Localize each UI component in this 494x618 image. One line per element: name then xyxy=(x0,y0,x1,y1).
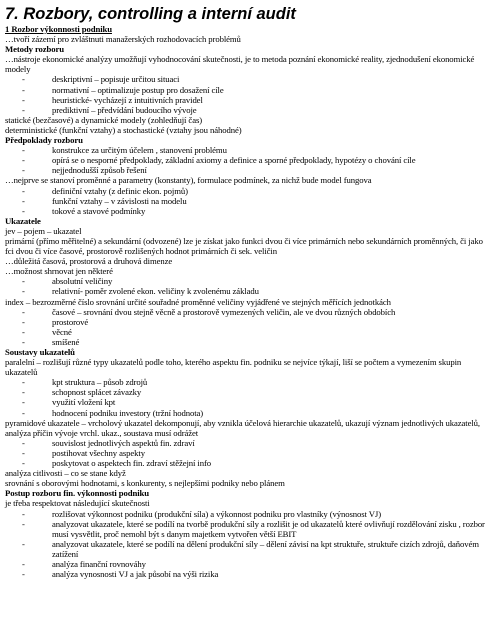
section-heading: Soustavy ukazatelů xyxy=(5,347,75,357)
bullet-item xyxy=(5,286,490,296)
bullet-text: smíšené xyxy=(52,336,80,347)
paragraph-line: …nejprve se stanoví proměnné a parametry (konstanty), formulace podmínek, za nichž bude model fungova xyxy=(5,175,372,186)
bullet-text: analýza vynosnosti VJ a jak působí na výši rizika xyxy=(52,569,219,580)
bullet-dash: - xyxy=(22,84,25,95)
bullet-text: analyzovat ukazatele, které se podílí na tvorbě produkční síly a rozlišit je od ukazatelů které ovlivňují rozdělování zisku , rozbor musí vysvětlit, proč nemohl být s danym majetkem vytvořen větší EBIT xyxy=(52,518,485,539)
bullet-dash: - xyxy=(22,447,25,458)
bullet-text: rozlišovat výkonnost podniku (produkční síla) a výkonnost podniku pro vlastníky (výnosnost VJ) xyxy=(52,508,381,519)
bullet-text: deskriptivní – popisuje určitou situaci xyxy=(52,74,180,85)
bullet-dash: - xyxy=(22,458,25,469)
paragraph-line: …důležitá časová, prostorová a druhová dimenze xyxy=(5,256,173,267)
bullet-dash: - xyxy=(22,558,25,569)
bullet-text: časové – srovnání dvou stejně věcně a prostorově vymezených veličin, ale ve dvou různých obdobích xyxy=(52,306,396,317)
paragraph-line: deterministické (funkční vztahy) a stochastické (vztahy jsou náhodné) xyxy=(5,124,242,135)
bullet-item xyxy=(5,438,490,448)
bullet-item xyxy=(5,448,490,458)
bullet-text: postihovat všechny aspekty xyxy=(52,447,145,458)
bullet-item xyxy=(5,337,490,347)
bullet-text: analyzovat ukazatele, které se podílí na dělení produkční síly – dělení závisí na kpt struktuře, struktuře cizích zdrojů, daňovém zatížení xyxy=(52,538,479,559)
bullet-item xyxy=(5,387,490,397)
bullet-item xyxy=(5,559,490,569)
bullet-dash: - xyxy=(22,205,25,216)
bullet-dash: - xyxy=(22,145,25,156)
paragraph-line: …možnost shrnovat jen některé xyxy=(5,266,113,277)
bullet-dash: - xyxy=(22,518,25,529)
bullet-dash: - xyxy=(22,407,25,418)
bullet-text: funkční vztahy – v závislosti na modelu xyxy=(52,195,187,206)
bullet-text: kpt struktura – působ zdrojů xyxy=(52,377,148,388)
paragraph-line: …tvoří zázemí pro zvláštnuti manažerských rozhodovacích problémů xyxy=(5,34,241,45)
bullet-item xyxy=(5,317,490,327)
paragraph-line: …nástroje ekonomické analýzy umožňují vyhodnocování skutečnosti, je to metoda poznání ekonomické reality, zjednodušení ekonomické modely xyxy=(5,54,475,75)
bullet-item xyxy=(5,539,490,559)
bullet-dash: - xyxy=(22,508,25,519)
bullet-item xyxy=(5,276,490,286)
bullet-text: prostorové xyxy=(52,316,89,327)
bullet-dash: - xyxy=(22,326,25,337)
section-heading: Postup rozboru fin. výkonnosti podniku xyxy=(5,488,150,499)
paragraph-line: paralelní – rozlišují různé typy ukazatelů podle toho, kterého aspektu fin. podniku se nejvíce týkají, liší se počtem a vymezením skupin ukazatelů xyxy=(5,357,462,378)
bullet-item xyxy=(5,519,490,539)
bullet-text: hodnocení podniku investory (tržní hodnota) xyxy=(52,407,204,418)
bullet-dash: - xyxy=(22,165,25,176)
paragraph-line: analýza citlivosti – co se stane když xyxy=(5,468,126,479)
bullet-text: analýza finanční rovnováhy xyxy=(52,558,146,569)
bullet-text: poskytovat o aspektech fin. zdraví stěžejní info xyxy=(52,458,212,469)
page-title: 7. Rozbory, controlling a interní audit xyxy=(5,5,296,23)
bullet-dash: - xyxy=(22,94,25,105)
bullet-item xyxy=(5,327,490,337)
bullet-dash: - xyxy=(22,377,25,388)
bullet-text: schopnost splácet závazky xyxy=(52,387,142,398)
paragraph-line: statické (bezčasové) a dynamické modely (zohledňují čas) xyxy=(5,114,203,125)
section-heading: Ukazatele xyxy=(5,215,41,226)
section-heading: Metody rozboru xyxy=(5,44,65,55)
bullet-item xyxy=(5,95,490,105)
bullet-text: normativní – optimalizuje postup pro dosažení cíle xyxy=(52,84,224,95)
bullet-text: opírá se o nesporné předpoklady, základní axiomy a definice a sporné předpoklady, hypotézy o chování cíle xyxy=(52,155,416,166)
bullet-text: prediktivní – předvídání budoucího vývoje xyxy=(52,104,197,115)
bullet-text: heuristické- vycházejí z intuitivních pravidel xyxy=(52,94,203,105)
bullet-dash: - xyxy=(22,286,25,297)
bullet-item xyxy=(5,165,490,175)
bullet-dash: - xyxy=(22,155,25,166)
bullet-dash: - xyxy=(22,316,25,327)
bullet-item xyxy=(5,74,490,84)
bullet-item xyxy=(5,85,490,95)
bullet-text: relativní- poměr zvolené ekon. veličiny k zvolenému základu xyxy=(52,286,259,297)
bullet-dash: - xyxy=(22,74,25,85)
bullet-dash: - xyxy=(22,538,25,549)
bullet-item xyxy=(5,458,490,468)
bullet-item xyxy=(5,155,490,165)
bullet-dash: - xyxy=(22,569,25,580)
bullet-item xyxy=(5,377,490,387)
bullet-item xyxy=(5,145,490,155)
paragraph-line: index – bezrozměrné číslo srovnání určité souřadné proměnné veličiny vyjádřené ve stejných měřících jednotkách xyxy=(5,296,391,307)
paragraph-line: pyramidové ukazatele – vrcholový ukazatel dekomponují, aby vznikla účelová hierarchie ukazatelů, ukazují význam jednotlivých ukazatelů, analýza příčin vývoje vrchl. ukaz., soustava musí odrážet xyxy=(5,417,480,438)
bullet-item xyxy=(5,569,490,579)
bullet-dash: - xyxy=(22,336,25,347)
bullet-text: definiční vztahy (z definic ekon. pojmů) xyxy=(52,185,188,196)
document-body xyxy=(5,24,490,579)
bullet-item xyxy=(5,105,490,115)
bullet-text: souvislost jednotlivých aspektů fin. zdraví xyxy=(52,437,195,448)
bullet-text: konstrukce za určitým účelem , stanovení problému xyxy=(52,145,227,156)
section-heading: 1 Rozbor výkonnosti podniku xyxy=(5,24,112,34)
bullet-text: nejjednodušší způsob řešení xyxy=(52,165,147,176)
bullet-dash: - xyxy=(22,185,25,196)
paragraph-line: primární (přímo měřitelné) a sekundární (odvozené) lze je získat jako funkci dvou či více primárních nebo sekundárních proměnných, či jako fci dvou či více časové, prostorově rozlišených hodnot primárních či sek. veličin xyxy=(5,235,483,257)
bullet-dash: - xyxy=(22,104,25,115)
bullet-dash: - xyxy=(22,387,25,398)
bullet-text: tokové a stavové podmínky xyxy=(52,205,146,216)
bullet-item xyxy=(5,509,490,519)
bullet-dash: - xyxy=(22,437,25,448)
bullet-text: využití vložení kpt xyxy=(52,397,116,408)
bullet-text: věcné xyxy=(52,326,72,337)
paragraph-line: je třeba respektovat následující skutečnosti xyxy=(5,498,150,509)
bullet-item xyxy=(5,196,490,206)
paragraph-line: srovnání s oborovými hodnotami, s konkurenty, s nejlepšími podniky nebo plánem xyxy=(5,478,285,489)
bullet-item xyxy=(5,206,490,216)
bullet-dash: - xyxy=(22,195,25,206)
bullet-dash: - xyxy=(22,306,25,317)
bullet-item xyxy=(5,186,490,196)
bullet-item xyxy=(5,408,490,418)
bullet-text: absolutní veličiny xyxy=(52,276,113,287)
paragraph-line: jev – pojem – ukazatel xyxy=(5,225,82,236)
bullet-dash: - xyxy=(22,276,25,287)
section-heading: Předpoklady rozboru xyxy=(5,135,83,146)
bullet-dash: - xyxy=(22,397,25,408)
bullet-item xyxy=(5,307,490,317)
bullet-item xyxy=(5,397,490,407)
